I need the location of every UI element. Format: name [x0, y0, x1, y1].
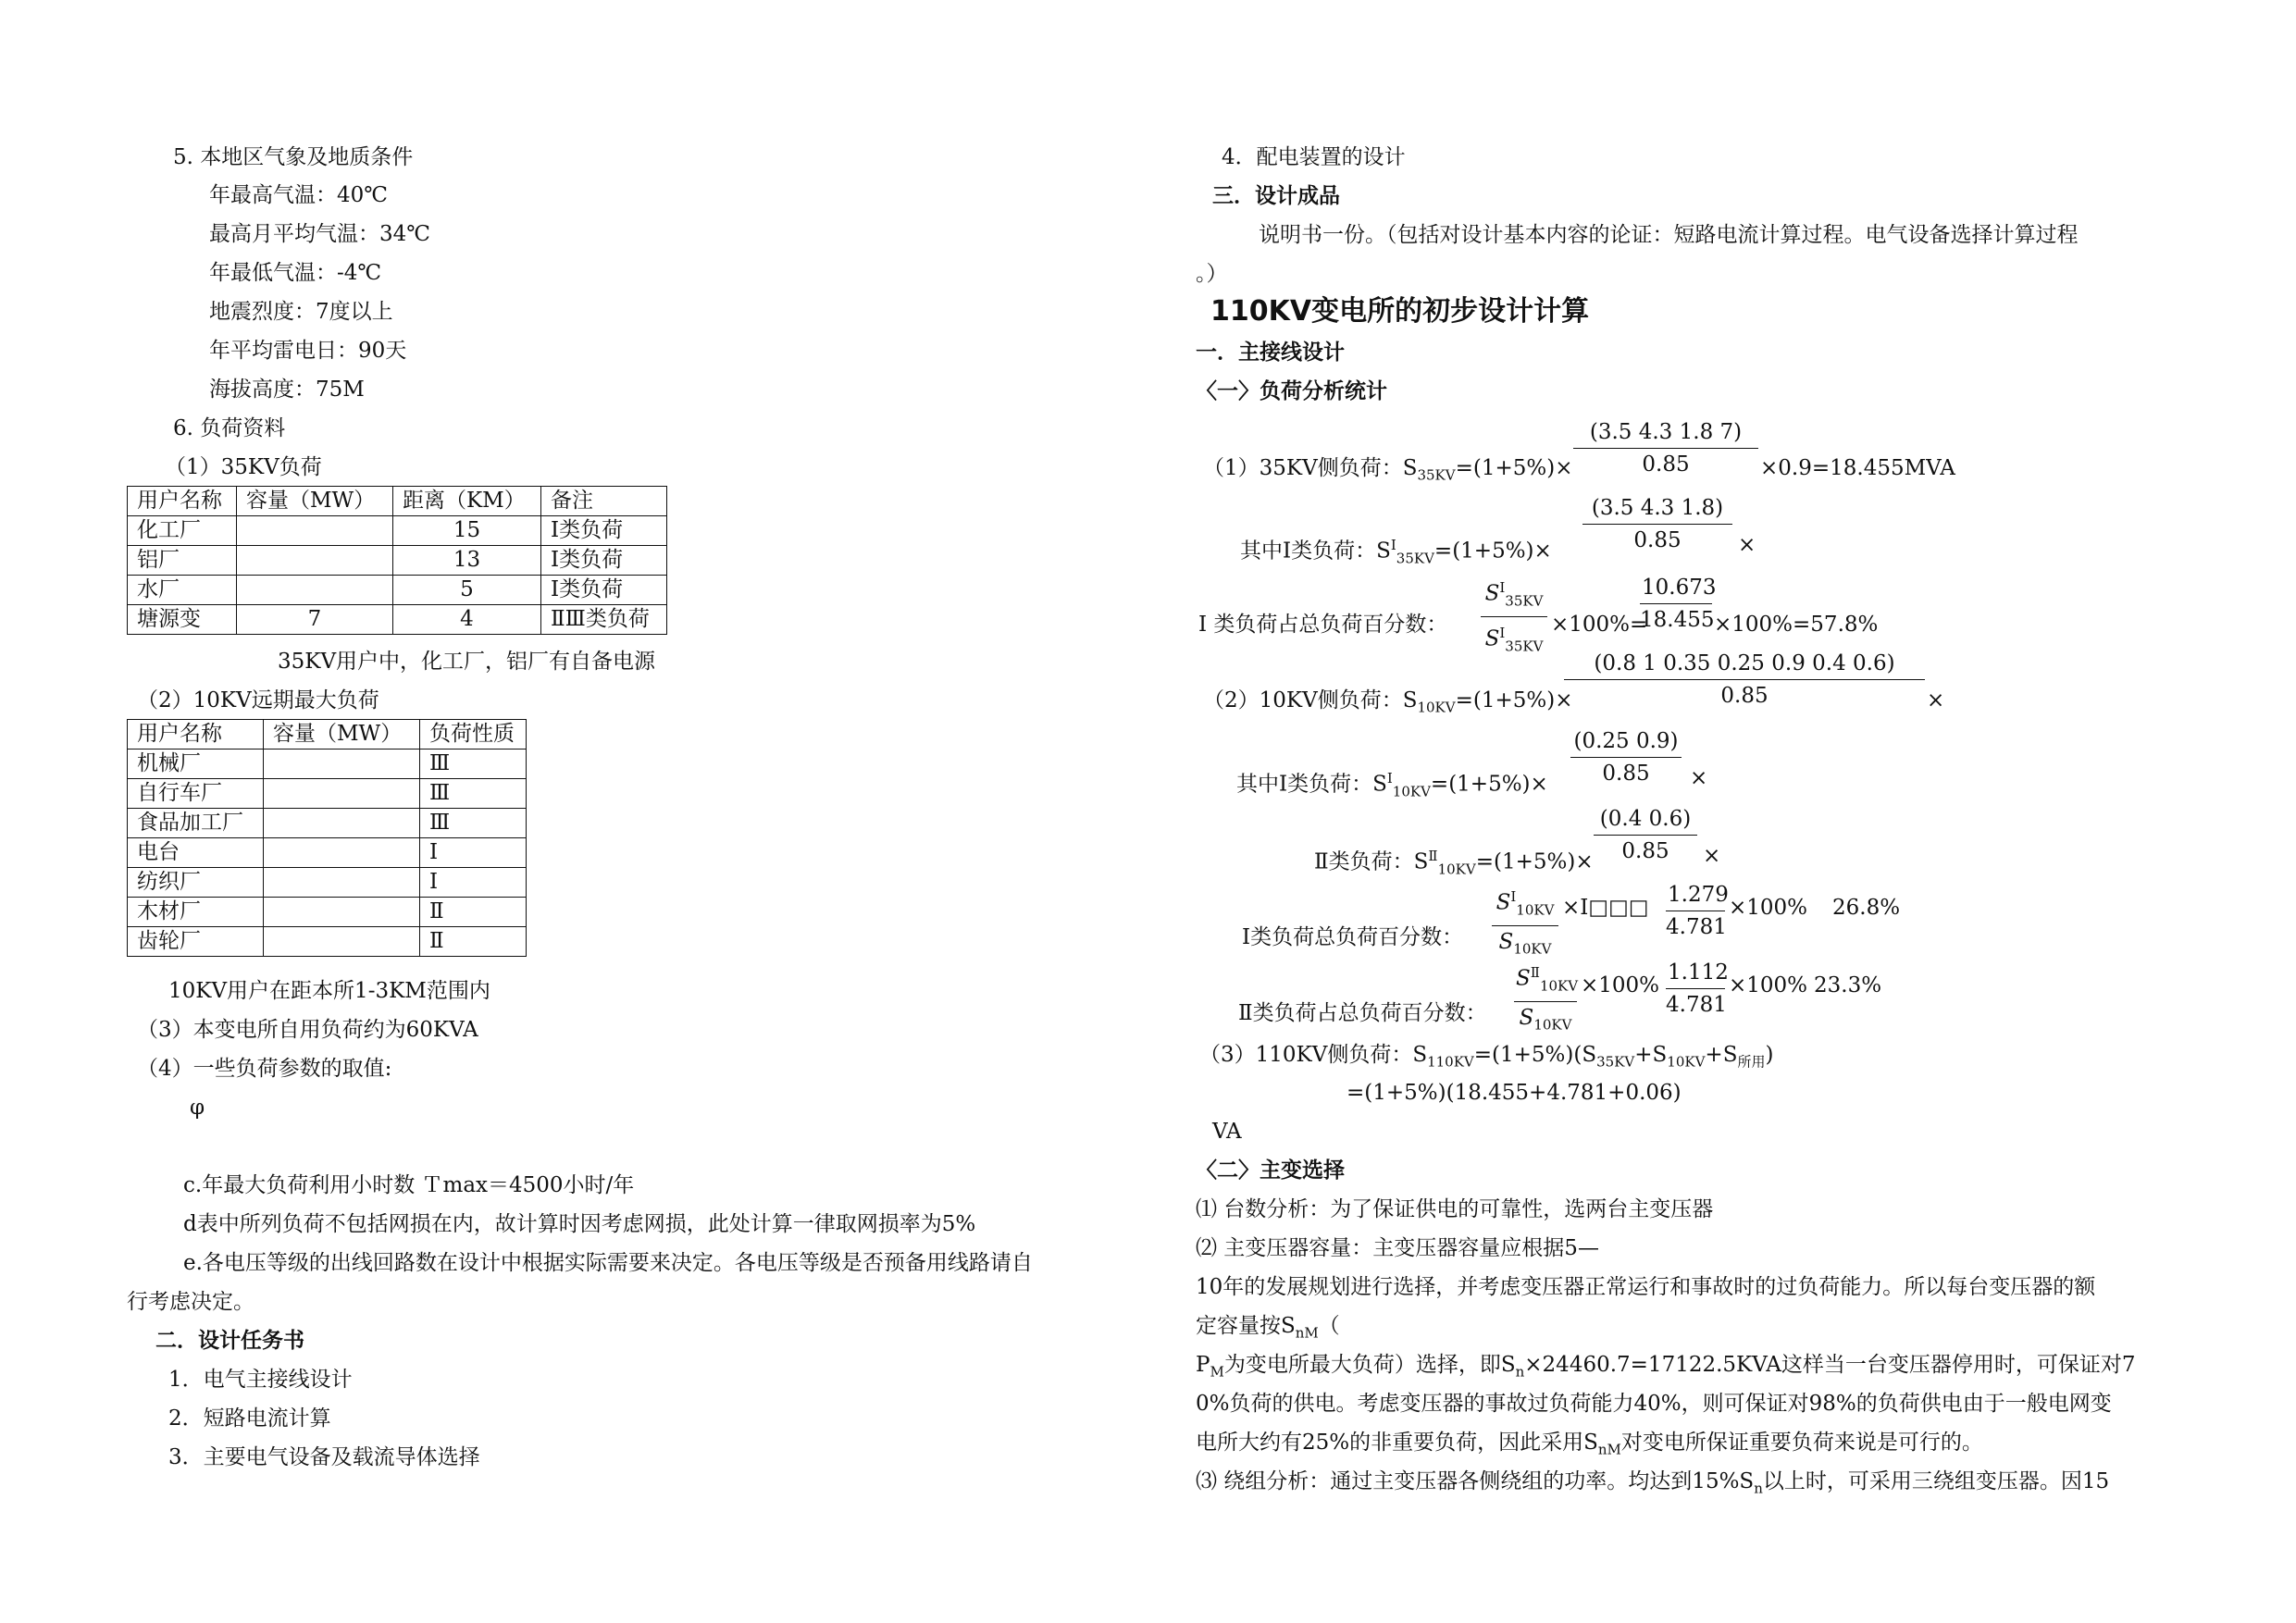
formula-sub: nM: [1597, 1441, 1621, 1458]
formula-text: 以上时，可采用三绕组变压器。因15: [1762, 1469, 2110, 1493]
table-header-cell: 用户名称: [128, 720, 264, 750]
formula-text: ×100%=57.8%: [1714, 613, 1879, 637]
fraction: [1514, 959, 1577, 1039]
formula-sup: Ⅰ: [1386, 770, 1393, 787]
table-cell: 食品加工厂: [128, 809, 264, 838]
fraction: [1481, 574, 1547, 661]
phi-symbol: φ: [190, 1096, 205, 1120]
table-cell: Ⅲ: [420, 779, 527, 809]
formula-text: （1）35KV侧负荷：S: [1203, 456, 1418, 480]
table-10kv-caption: （2）10KV远期最大负荷: [137, 688, 379, 712]
formula-sub: 10KV: [1667, 1053, 1706, 1071]
formula-sub: 10KV: [1516, 901, 1555, 919]
task-item: 3．主要电气设备及载流导体选择: [168, 1445, 480, 1469]
table-row: [128, 838, 527, 868]
formula-110kv-calc: =(1+5%)(18.455+4.781+0.06): [1347, 1081, 1682, 1105]
subsection-heading: 一．主接线设计: [1196, 341, 1345, 365]
fraction-denominator: [1481, 617, 1547, 660]
formula-text: ×100%=: [1551, 613, 1648, 637]
table-cell: [264, 838, 420, 868]
formula-sub: 35KV: [1505, 638, 1544, 655]
climate-line: 年最低气温：-4℃: [209, 261, 382, 285]
product-line: 说明书一份。（包括对设计基本内容的论证：短路电流计算过程。电气设备选择计算过程: [1259, 223, 2079, 247]
table-cell: [264, 927, 420, 957]
fraction-numerator: (3.5 4.3 1.8): [1582, 494, 1732, 525]
formula-sub: nM: [1295, 1324, 1319, 1342]
formula-sub: 35KV: [1396, 550, 1434, 567]
formula-text: S: [1498, 930, 1514, 955]
table-cell: Ⅱ: [420, 898, 527, 927]
page-title: 110KV变电所的初步设计计算: [1210, 295, 1590, 328]
table-cell: Ⅰ: [420, 838, 527, 868]
formula-text: （2）10KV侧负荷：S: [1203, 688, 1418, 712]
formula-text: 其中Ⅰ类负荷：S: [1236, 772, 1387, 797]
fraction-numerator: [1492, 883, 1558, 926]
table-row: [128, 516, 667, 546]
formula-text: Ⅰ 类负荷占总负荷百分数：: [1198, 613, 1448, 637]
formula-result: 23.3%: [1814, 973, 1882, 997]
climate-line: 海拔高度：75M: [209, 378, 365, 402]
fraction-numerator: (0.25 0.9): [1570, 727, 1682, 758]
fraction: [1666, 959, 1729, 1019]
product-line-cont: 。）: [1196, 262, 1228, 286]
formula-sub: n: [1515, 1363, 1525, 1381]
formula-sup: Ⅱ: [1530, 964, 1540, 981]
formula-text: ): [1765, 1043, 1774, 1067]
table-10kv-note: 10KV用户在距本所1-3KM范围内: [168, 979, 490, 1003]
param-e-line: e.各电压等级的出线回路数在设计中根据实际需要来决定。各电压等级是否预备用线路请自: [183, 1251, 1033, 1275]
table-cell: 13: [393, 546, 541, 576]
table-35kv-caption: （1）35KV负荷: [165, 455, 322, 479]
table-cell: [264, 750, 420, 779]
formula-sub: 10KV: [1437, 861, 1476, 878]
paragraph-line: [1196, 1429, 1983, 1464]
formula-text: Ⅱ类负荷占总负荷百分数：: [1238, 1001, 1487, 1025]
fraction-numerator: (3.5 4.3 1.8 7): [1573, 418, 1758, 449]
fraction-denominator: 4.781: [1666, 915, 1727, 939]
fraction: [1594, 805, 1697, 865]
formula-text: ×100%: [1581, 973, 1660, 997]
fraction-denominator: 0.85: [1602, 762, 1650, 786]
climate-line: 年平均雷电日：90天: [209, 339, 407, 363]
table-row: [128, 868, 527, 898]
formula-sub: 10KV: [1539, 977, 1579, 995]
table-cell: 水厂: [128, 576, 237, 605]
table-cell: 化工厂: [128, 516, 237, 546]
formula-text: ×24460.7=17122.5KVA这样当一台变压器停用时，可保证对7: [1524, 1353, 2136, 1377]
table-cell: 齿轮厂: [128, 927, 264, 957]
table-cell: ⅡⅢ类负荷: [541, 605, 667, 635]
fraction-denominator: 4.781: [1666, 993, 1727, 1017]
formula-sub: n: [1754, 1480, 1763, 1497]
section-3-heading: 三．设计成品: [1212, 184, 1340, 208]
fraction-numerator: (0.4 0.6): [1594, 805, 1697, 836]
params-title: （4）一些负荷参数的取值:: [137, 1057, 392, 1081]
subsection-heading: 〈一〉负荷分析统计: [1196, 379, 1387, 403]
table-cell: 纺织厂: [128, 868, 264, 898]
formula-sup: Ⅰ: [1390, 537, 1396, 553]
formula-text: （3）110KV侧负荷：S: [1199, 1043, 1428, 1067]
paragraph-line: 0%负荷的供电。考虑变压器的事故过负荷能力40%，则可保证对98%的负荷供电由于一般电网变: [1196, 1392, 2112, 1416]
table-row: [128, 605, 667, 635]
fraction: [1564, 650, 1925, 710]
fraction: [1582, 494, 1732, 554]
paragraph-line: [1196, 1312, 1340, 1347]
formula-text: =(1+5%)×: [1433, 539, 1552, 564]
formula-text: Ⅱ类负荷：S: [1314, 849, 1429, 874]
formula-text: S: [1484, 581, 1500, 606]
formula-text: +S: [1705, 1043, 1738, 1067]
formula-sup: Ⅰ: [1499, 625, 1506, 642]
formula-sub: 35KV: [1505, 592, 1544, 610]
param-d-line: d表中所列负荷不包括网损在内，故计算时因考虑网损，此处计算一律取网损率为5%: [183, 1212, 976, 1236]
fraction-numerator: [1514, 959, 1577, 1002]
table-header-row: [128, 487, 667, 516]
fraction-numerator: 1.279: [1666, 881, 1725, 911]
table-cell: 4: [393, 605, 541, 635]
formula-text: =(1+5%)×: [1455, 688, 1573, 712]
table-header-cell: 负荷性质: [420, 720, 527, 750]
formula-sub: 10KV: [1417, 699, 1456, 716]
fraction-numerator: 10.673: [1640, 574, 1712, 604]
formula-text: 定容量按S: [1196, 1314, 1296, 1338]
table-row: [128, 809, 527, 838]
formula-text: ×: [1927, 688, 1945, 712]
formula-sub: 10KV: [1513, 940, 1552, 958]
formula-10kv-load: [1203, 687, 1572, 722]
formula-sup: Ⅰ: [1510, 888, 1517, 905]
formula-sub: 35KV: [1417, 466, 1456, 484]
formula-text: ×100%: [1729, 973, 1808, 997]
formula-text: S: [1484, 626, 1500, 651]
formula-sub: 所用: [1737, 1053, 1766, 1071]
table-cell: 5: [393, 576, 541, 605]
formula-text: ×: [1690, 766, 1708, 790]
task-item: 1．电气主接线设计: [168, 1368, 353, 1392]
table-cell: 7: [237, 605, 393, 635]
formula-35kv-class1: [1240, 531, 1552, 572]
table-cell: 木材厂: [128, 898, 264, 927]
param-e-line-cont: 行考虑决定。: [127, 1290, 254, 1314]
formula-text: ×I□□□: [1562, 896, 1649, 920]
formula-text: 电所大约有25%的非重要负荷，因此采用S: [1196, 1431, 1598, 1455]
subsection-heading: 〈二〉主变选择: [1196, 1158, 1345, 1183]
formula-text: =(1+5%)×: [1455, 456, 1573, 480]
table-row: [128, 576, 667, 605]
fraction: [1640, 574, 1717, 634]
formula-text: ⑶ 绕组分析：通过主变压器各侧绕组的功率。均达到15%S: [1196, 1469, 1755, 1493]
table-row: [128, 546, 667, 576]
table-10kv-load: [127, 719, 527, 957]
formula-10kv-class2: [1314, 842, 1594, 883]
unit-text: VA: [1212, 1120, 1242, 1144]
table-cell: Ⅲ: [420, 809, 527, 838]
fraction-denominator: 0.85: [1633, 528, 1682, 552]
formula-sup: Ⅱ: [1428, 848, 1438, 864]
table-cell: 塘源变: [128, 605, 237, 635]
formula-text: （: [1318, 1314, 1340, 1338]
table-cell: 15: [393, 516, 541, 546]
fraction-denominator: 0.85: [1621, 839, 1669, 863]
formula-result: 26.8%: [1832, 896, 1901, 920]
fraction: [1666, 881, 1729, 941]
fraction-denominator: [1514, 1002, 1577, 1039]
param-c-line: c.年最大负荷利用小时数 Ｔmax＝4500小时/年: [183, 1173, 635, 1197]
table-cell: 电台: [128, 838, 264, 868]
section-item-6-title: 6. 负荷资料: [173, 416, 286, 440]
paragraph-line: [1196, 1468, 2109, 1503]
fraction-denominator: [1492, 926, 1558, 963]
table-cell: [264, 868, 420, 898]
table-cell: [264, 809, 420, 838]
table-cell: Ⅲ: [420, 750, 527, 779]
table-cell: Ⅰ类负荷: [541, 516, 667, 546]
section-2-heading: 二．设计任务书: [155, 1329, 304, 1353]
paragraph-line: 10年的发展规划进行选择，并考虑变压器正常运行和事故时的过负荷能力。所以每台变压器的额: [1196, 1275, 2096, 1299]
formula-text: S: [1496, 890, 1511, 915]
formula-text: ×: [1703, 844, 1721, 868]
table-cell: Ⅰ: [420, 868, 527, 898]
formula-sub: 35KV: [1596, 1053, 1635, 1071]
table-row: [128, 898, 527, 927]
task-item-4: 4．配电装置的设计: [1222, 145, 1406, 169]
table-cell: [264, 779, 420, 809]
table-header-cell: 备注: [541, 487, 667, 516]
formula-text: ×: [1738, 533, 1756, 557]
fraction-denominator: 0.85: [1720, 684, 1769, 708]
formula-text: =(1+5%)(S: [1473, 1043, 1597, 1067]
paragraph-line: ⑵ 主变压器容量：主变压器容量应根据5—: [1196, 1236, 1599, 1260]
formula-10kv-class1: [1236, 764, 1548, 805]
formula-sub: 10KV: [1392, 783, 1431, 800]
task-item: 2．短路电流计算: [168, 1406, 331, 1431]
formula-text: =(1+5%)×: [1475, 849, 1594, 874]
formula-sub: 110KV: [1427, 1053, 1474, 1071]
table-cell: [237, 516, 393, 546]
formula-sub: M: [1210, 1363, 1224, 1381]
formula-text: =(1+5%)×: [1430, 772, 1548, 797]
paragraph-line: ⑴ 台数分析：为了保证供电的可靠性，选两台主变压器: [1196, 1197, 1714, 1221]
formula-35kv-load: [1203, 454, 1572, 489]
table-cell: [264, 898, 420, 927]
table-cell: Ⅰ类负荷: [541, 576, 667, 605]
fraction: [1492, 883, 1558, 963]
fraction: [1573, 418, 1758, 478]
fraction-numerator: (0.8 1 0.35 0.25 0.9 0.4 0.6): [1564, 650, 1925, 680]
fraction-denominator: 0.85: [1642, 452, 1690, 477]
table-row: [128, 750, 527, 779]
table-header-cell: 用户名称: [128, 487, 237, 516]
table-header-cell: 容量（MW）: [237, 487, 393, 516]
formula-text: +S: [1634, 1043, 1668, 1067]
formula-text: S: [1519, 1006, 1534, 1031]
table-header-cell: 距离（KM）: [393, 487, 541, 516]
formula-110kv-load: [1199, 1041, 1773, 1076]
formula-text: P: [1196, 1353, 1210, 1377]
table-cell: [237, 576, 393, 605]
climate-line: 最高月平均气温：34℃: [209, 222, 430, 246]
section-item-5-title: 5. 本地区气象及地质条件: [173, 145, 414, 169]
table-cell: 机械厂: [128, 750, 264, 779]
formula-text: ×0.9=18.455MVA: [1760, 456, 1955, 480]
formula-text: 为变电所最大负荷）选择，即S: [1223, 1353, 1516, 1377]
self-load-line: （3）本变电所自用负荷约为60KVA: [137, 1018, 478, 1042]
paragraph-line: [1196, 1351, 2136, 1386]
table-35kv-note: 35KV用户中，化工厂，铝厂有自备电源: [278, 650, 656, 674]
table-header-row: [128, 720, 527, 750]
table-35kv-load: [127, 486, 667, 635]
table-cell: 铝厂: [128, 546, 237, 576]
fraction-denominator: 18.455: [1640, 608, 1715, 632]
table-cell: Ⅰ类负荷: [541, 546, 667, 576]
climate-line: 年最高气温：40℃: [209, 183, 388, 207]
table-cell: 自行车厂: [128, 779, 264, 809]
formula-text: ×100%: [1729, 896, 1808, 920]
fraction: [1570, 727, 1682, 787]
climate-line: 地震烈度：7度以上: [209, 300, 393, 324]
table-cell: [237, 546, 393, 576]
formula-sub: 10KV: [1533, 1016, 1572, 1034]
formula-sup: Ⅰ: [1499, 579, 1506, 596]
table-row: [128, 927, 527, 957]
formula-text: 其中Ⅰ类负荷：S: [1240, 539, 1391, 564]
fraction-numerator: 1.112: [1666, 959, 1725, 989]
formula-text: Ⅰ类负荷总负荷百分数：: [1242, 925, 1464, 949]
table-cell: Ⅱ: [420, 927, 527, 957]
formula-text: S: [1516, 966, 1531, 991]
table-row: [128, 779, 527, 809]
fraction-numerator: [1481, 574, 1547, 617]
table-header-cell: 容量（MW）: [264, 720, 420, 750]
formula-text: 对变电所保证重要负荷来说是可行的。: [1620, 1431, 1983, 1455]
